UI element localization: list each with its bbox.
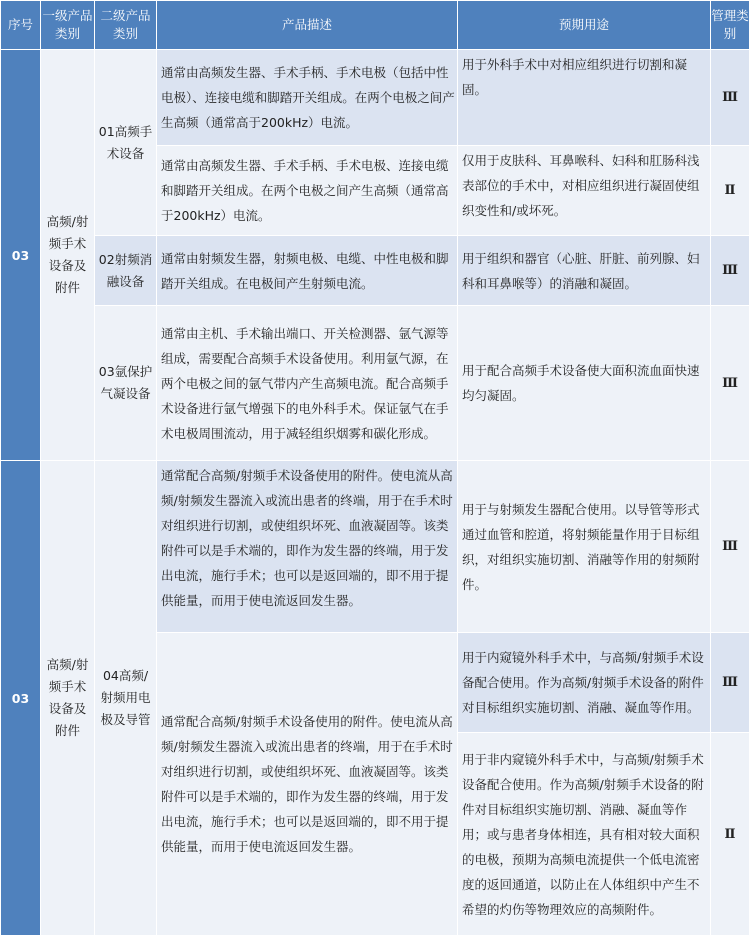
level2-cell: 03氩保护气凝设备 xyxy=(95,306,157,461)
class-cell: Ⅲ xyxy=(711,306,749,461)
header-row xyxy=(1,1,749,50)
intended-use-cell: 用于配合高频手术设备使大面积流血面快速均匀凝固。 xyxy=(458,306,711,461)
description-cell: 通常配合高频/射频手术设备使用的附件。使电流从高频/射频发生器流入或流出患者的终端，用于在手术时对组织进行切割，或使组织坏死、血液凝固等。该类附件可以是手术端的，即作为发生器的终端，用于发出电流，施行手术；也可以是返回端的，即不用于提供能量，而用于使电流返回发生器。 xyxy=(157,461,458,633)
header-description: 产品描述 xyxy=(157,1,458,50)
table-row xyxy=(1,306,749,461)
table-row xyxy=(1,236,749,306)
class-cell: Ⅲ xyxy=(711,461,749,633)
class-cell: Ⅲ xyxy=(711,236,749,306)
header-seq: 序号 xyxy=(1,1,41,50)
table-row xyxy=(1,50,749,146)
description-cell: 通常配合高频/射频手术设备使用的附件。使电流从高频/射频发生器流入或流出患者的终端，用于在手术时对组织进行切割，或使组织坏死、血液凝固等。该类附件可以是手术端的，即作为发生器的终端，用于发出电流，施行手术；也可以是返回端的，即不用于提供能量，而用于使电流返回发生器。 xyxy=(157,633,458,936)
description-cell: 通常由主机、手术输出端口、开关检测器、氩气源等组成，需要配合高频手术设备使用。利用氩气源，在两个电极之间的氩气带内产生高频电流。配合高频手术设备进行氩气增强下的电外科手术。保证氩气在手术电极周围流动，用于减轻组织烟雾和碳化形成。 xyxy=(157,306,458,461)
seq-cell: 03 xyxy=(1,461,41,936)
description-cell: 通常由射频发生器，射频电极、电缆、中性电极和脚踏开关组成。在电极间产生射频电流。 xyxy=(157,236,458,306)
class-cell: Ⅲ xyxy=(711,633,749,733)
description-cell: 通常由高频发生器、手术手柄、手术电极、连接电缆和脚踏开关组成。在两个电极之间产生高频（通常高于200kHz）电流。 xyxy=(157,146,458,236)
intended-use-cell: 用于内窥镜外科手术中，与高频/射频手术设备配合使用。作为高频/射频手术设备的附件对目标组织实施切割、消融、凝血等作用。 xyxy=(458,633,711,733)
class-cell: Ⅱ xyxy=(711,733,749,936)
intended-use-cell: 用于非内窥镜外科手术中，与高频/射频手术设备配合使用。作为高频/射频手术设备的附件对目标组织实施切割、消融、凝血等作用；或与患者身体相连，具有相对较大面积的电极，预期为高频电流提供一个低电流密度的返回通道，以防止在人体组织中产生不希望的灼伤等物理效应的高频附件。 xyxy=(458,733,711,936)
class-cell: Ⅱ xyxy=(711,146,749,236)
header-level1: 一级产品类别 xyxy=(41,1,95,50)
header-level2: 二级产品类别 xyxy=(95,1,157,50)
level1-cell: 高频/射频手术设备及附件 xyxy=(41,461,95,936)
intended-use-cell: 用于外科手术中对相应组织进行切割和凝固。 xyxy=(458,50,711,146)
level1-cell: 高频/射频手术设备及附件 xyxy=(41,50,95,461)
seq-cell: 03 xyxy=(1,50,41,461)
header-class: 管理类别 xyxy=(711,1,749,50)
level2-cell: 02射频消融设备 xyxy=(95,236,157,306)
level2-cell: 01高频手术设备 xyxy=(95,50,157,236)
intended-use-cell: 用于与射频发生器配合使用。以导管等形式通过血管和腔道，将射频能量作用于目标组织，对组织实施切割、消融等作用的射频附件。 xyxy=(458,461,711,633)
level2-cell: 04高频/射频用电极及导管 xyxy=(95,461,157,936)
description-cell: 通常由高频发生器、手术手柄、手术电极（包括中性电极）、连接电缆和脚踏开关组成。在两个电极之间产生高频（通常高于200kHz）电流。 xyxy=(157,50,458,146)
class-cell: Ⅲ xyxy=(711,50,749,146)
intended-use-cell: 仅用于皮肤科、耳鼻喉科、妇科和肛肠科浅表部位的手术中，对相应组织进行凝固使组织变性和/或坏死。 xyxy=(458,146,711,236)
header-intended-use: 预期用途 xyxy=(458,1,711,50)
intended-use-cell: 用于组织和器官（心脏、肝脏、前列腺、妇科和耳鼻喉等）的消融和凝固。 xyxy=(458,236,711,306)
table-row xyxy=(1,461,749,633)
